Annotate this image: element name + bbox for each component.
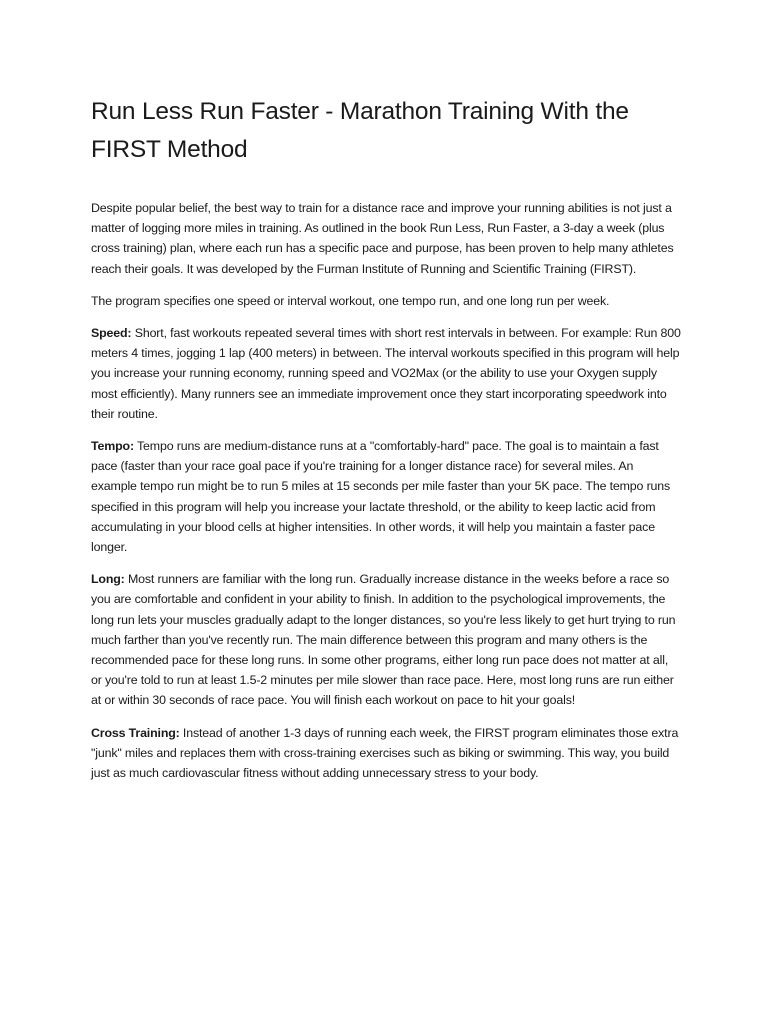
- cross-training-text: Instead of another 1-3 days of running each week, the FIRST program eliminates those extra "junk" miles and replaces them with cross-training exercises such as biking or swimming. This way, you build just as much cardiovascular fitness without adding unnecessary stress to your body.: [91, 725, 679, 781]
- speed-paragraph: [91, 323, 681, 424]
- speed-text: Short, fast workouts repeated several times with short rest intervals in between. For example: Run 800 meters 4 times, jogging 1 lap (400 meters) in between. The interval workouts specified in this program will help you increase your running economy, running speed and VO2Max (or the ability to use your Oxygen supply most efficiently). Many runners see an immediate improvement once they start incorporating speedwork into their routine.: [91, 326, 681, 421]
- speed-label: Speed:: [91, 326, 132, 341]
- long-paragraph: [91, 569, 681, 710]
- tempo-label: Tempo:: [91, 439, 134, 454]
- cross-training-paragraph: [91, 723, 681, 784]
- document-page: [91, 93, 681, 795]
- tempo-text: Tempo runs are medium-distance runs at a "comfortably-hard" pace. The goal is to maintain a fast pace (faster than your race goal pace if you're training for a longer distance race) for several miles. An example tempo run might be to run 5 miles at 15 seconds per mile faster than your 5K pace. The tempo runs specified in this program will help you increase your lactate threshold, or the ability to keep lactic acid from accumulating in your blood cells at higher intensities. In other words, it will help you maintain a faster pace longer.: [91, 439, 671, 555]
- document-body: [91, 198, 681, 783]
- document-title: Run Less Run Faster - Marathon Training With the FIRST Method: [91, 98, 629, 163]
- tempo-paragraph: [91, 436, 681, 557]
- long-label: Long:: [91, 572, 125, 587]
- cross-training-label: Cross Training:: [91, 725, 180, 740]
- intro-paragraph: Despite popular belief, the best way to train for a distance race and improve your running abilities is not just a matter of logging more miles in training. As outlined in the book Run Less, Run Faster, a 3-day a week (plus cross training) plan, where each run has a specific pace and purpose, has been proven to help many athletes reach their goals. It was developed by the Furman Institute of Running and Scientific Training (FIRST).: [91, 201, 674, 276]
- long-text: Most runners are familiar with the long run. Gradually increase distance in the weeks before a race so you are comfortable and confident in your ability to finish. In addition to the psychological improvements, the long run lets your muscles gradually adapt to the longer distances, so you're less likely to get hurt trying to run much farther than you've recently run. The main difference between this program and many others is the recommended pace for these long runs. In some other programs, either long run pace does not matter at all, or you're told to run at least 1.5-2 minutes per mile slower than race pace. Here, most long runs are run either at or within 30 seconds of race pace. You will finish each workout on pace to hit your goals!: [91, 572, 676, 708]
- program-summary-paragraph: The program specifies one speed or interval workout, one tempo run, and one long run per week.: [91, 293, 610, 308]
